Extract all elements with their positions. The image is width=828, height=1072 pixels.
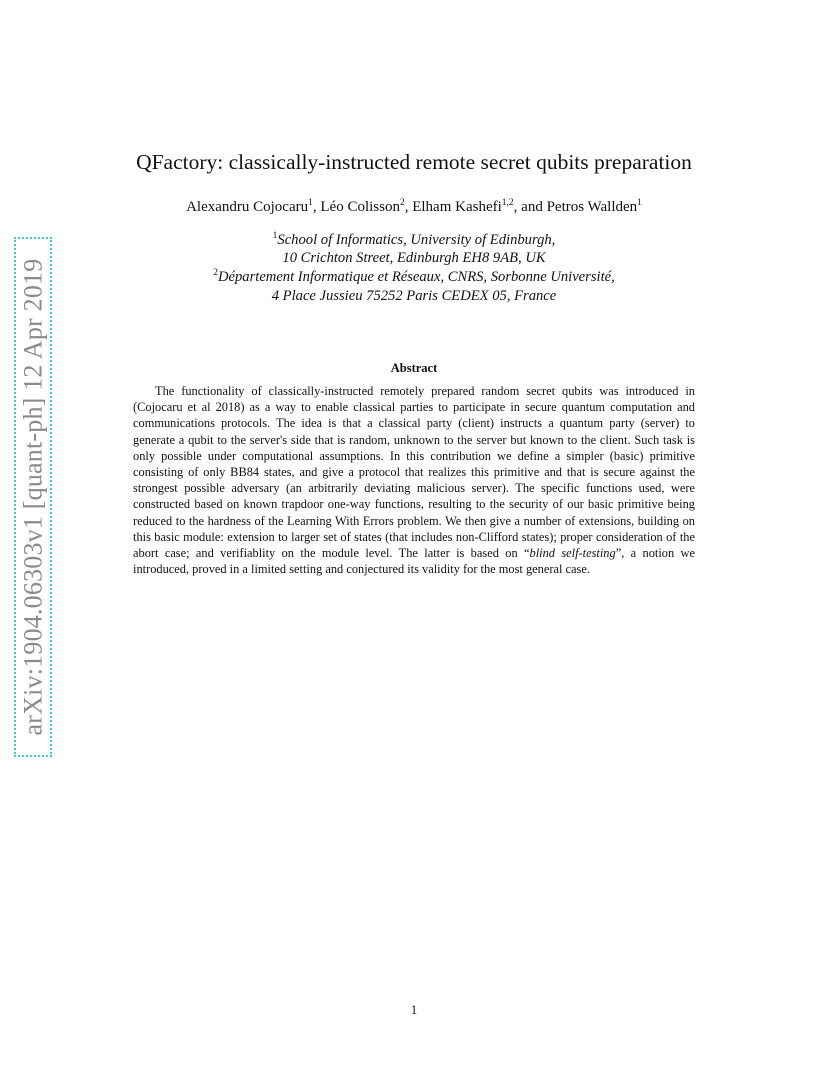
- abstract-body: [133, 383, 695, 577]
- author-affiliation-mark: 1,2: [501, 198, 514, 208]
- author-name: Léo Colisson: [320, 199, 400, 215]
- author-separator: ,: [312, 199, 321, 215]
- paper-title: QFactory: classically-instructed remote secret qubits preparation: [136, 150, 692, 174]
- author-affiliation-mark: 2: [399, 198, 405, 208]
- affiliation-text: 10 Crichton Street, Edinburgh EH8 9AB, UK: [282, 250, 546, 266]
- abstract-text-end: ”, a notion we introduced, proved in a limited setting and conjectured its validity for the most general case.: [133, 546, 695, 577]
- affiliation-line: [100, 250, 728, 267]
- abstract-text: The functionality of classically-instructed remotely prepared random secret qubits was introduced in (Cojocaru et al 2018) as a way to enable classical parties to participate in secure quantum computation and communications protocols. The idea is that a classical party (client) instructs a quantum party (server) to generate a qubit to the server's side that is random, unknown to the server but known to the client. Such task is only possible under computational assumptions. In this contribution we define a simpler (basic) primitive consisting of only BB84 states, and give a protocol that realizes this primitive and that is secure against the strongest possible adversary (an arbitrarily deviating malicious server). The specific functions used, were constructed based on known trapdoor one-way functions, resulting to the security of our basic primitive being reduced to the hardness of the Learning With Errors problem. We then give a number of extensions, building on this basic module: extension to larger set of states (that includes non-Clifford states); proper consideration of the abort case; and verifiablity on the module level. The latter is based on “: [133, 384, 695, 561]
- arxiv-identifier: arXiv:1904.06303v1 [quant-ph] 12 Apr 2019: [18, 258, 47, 736]
- affiliation-text: School of Informatics, University of Edinburgh,: [277, 232, 556, 248]
- affiliation-mark: 2: [213, 268, 218, 278]
- author-name: Elham Kashefi: [412, 199, 502, 215]
- arxiv-stamp: [14, 237, 52, 757]
- page-number: 1: [410, 1002, 418, 1017]
- affiliation-line: [100, 232, 728, 249]
- affiliation-mark: 1: [272, 231, 278, 241]
- affiliation-line: [100, 269, 728, 286]
- author-affiliation-mark: 1: [637, 198, 642, 208]
- author-list: [100, 199, 728, 216]
- author-name: Alexandru Cojocaru: [186, 199, 309, 215]
- author-separator: ,: [404, 199, 413, 215]
- affiliation-line: [100, 288, 728, 305]
- affiliation-text: 4 Place Jussieu 75252 Paris CEDEX 05, France: [271, 288, 557, 304]
- author-separator: , and: [513, 199, 547, 215]
- author-name: Petros Wallden: [546, 199, 638, 215]
- abstract-emphasis: blind self-testing: [529, 546, 616, 561]
- author-affiliation-mark: 1: [308, 198, 313, 208]
- abstract-heading: Abstract: [390, 361, 438, 375]
- affiliation-text: Département Informatique et Réseaux, CNRS, Sorbonne Université,: [217, 269, 615, 285]
